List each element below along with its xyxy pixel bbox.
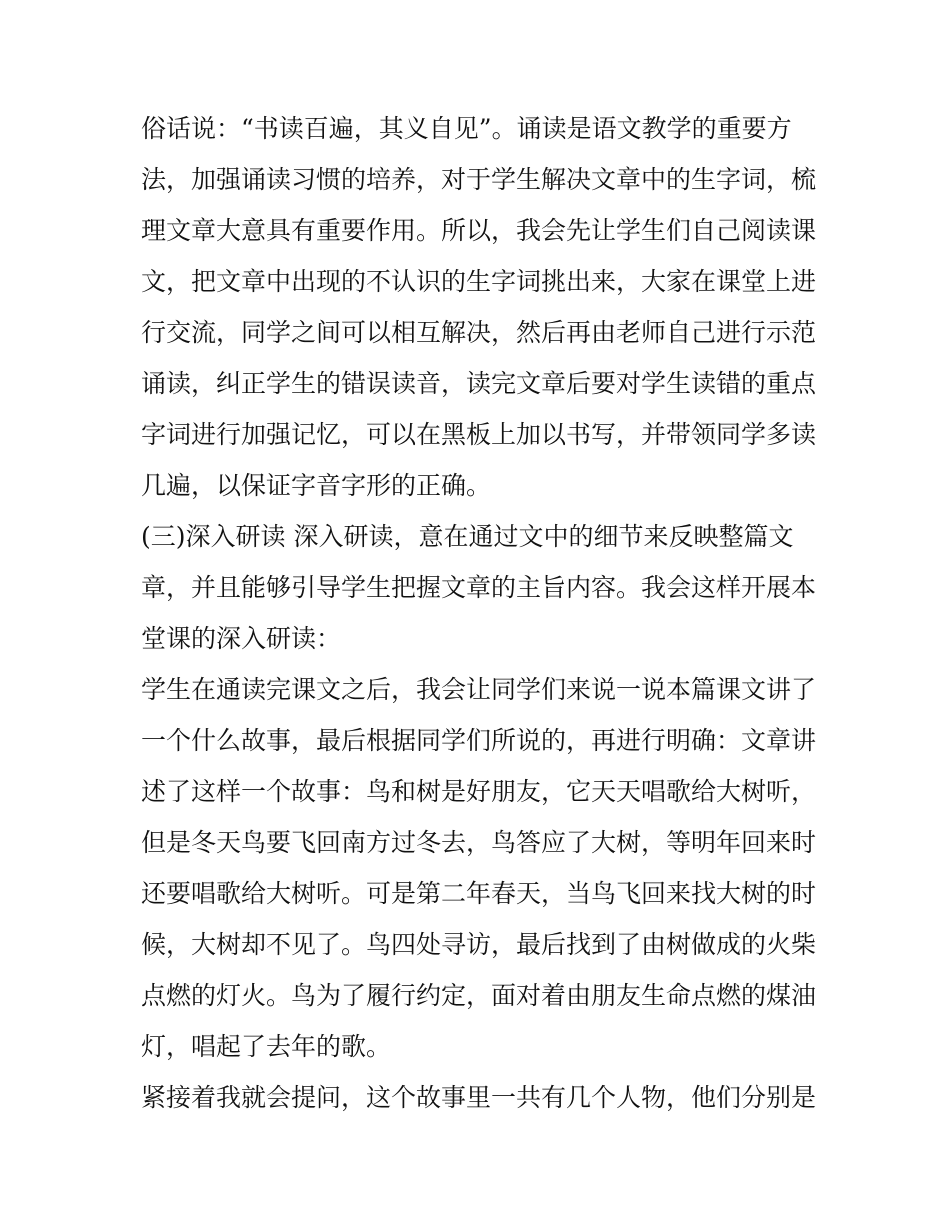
text-line: 诵读，纠正学生的错误读音，读完文章后要对学生读错的重点: [141, 369, 817, 398]
section-heading-line: (三)深入研读 深入研读，意在通过文中的细节来反映整篇文: [141, 522, 794, 551]
text-line: 一个什么故事，最后根据同学们所说的，再进行明确：文章讲: [141, 726, 817, 755]
text-line: 俗话说：“书读百遍，其义自见”。诵读是语文教学的重要方: [141, 114, 792, 143]
text-line: 述了这样一个故事：鸟和树是好朋友，它天天唱歌给大树听，: [141, 777, 817, 806]
text-line: 学生在通读完课文之后，我会让同学们来说一说本篇课文讲了: [141, 675, 817, 704]
text-line: 法，加强诵读习惯的培养，对于学生解决文章中的生字词，梳: [141, 165, 817, 194]
text-line: 理文章大意具有重要作用。所以，我会先让学生们自己阅读课: [141, 216, 817, 245]
text-line: 还要唱歌给大树听。可是第二年春天，当鸟飞回来找大树的时: [141, 879, 817, 908]
text-line: 章，并且能够引导学生把握文章的主旨内容。我会这样开展本: [141, 573, 817, 602]
text-line: 灯，唱起了去年的歌。: [141, 1032, 392, 1061]
text-line: 行交流，同学之间可以相互解决，然后再由老师自己进行示范: [141, 318, 817, 347]
text-line: 文，把文章中出现的不认识的生字词挑出来，大家在课堂上进: [141, 267, 817, 296]
text-line: 候，大树却不见了。鸟四处寻访，最后找到了由树做成的火柴: [141, 930, 817, 959]
body-text: [141, 110, 821, 1130]
text-line: 堂课的深入研读：: [141, 624, 342, 653]
text-line: 但是冬天鸟要飞回南方过冬去，鸟答应了大树，等明年回来时: [141, 828, 817, 857]
text-line: 紧接着我就会提问，这个故事里一共有几个人物，他们分别是: [141, 1083, 817, 1112]
text-line: 几遍，以保证字音字形的正确。: [141, 471, 492, 500]
text-line: 字词进行加强记忆，可以在黑板上加以书写，并带领同学多读: [141, 420, 817, 449]
text-line: 点燃的灯火。鸟为了履行约定，面对着由朋友生命点燃的煤油: [141, 981, 817, 1010]
